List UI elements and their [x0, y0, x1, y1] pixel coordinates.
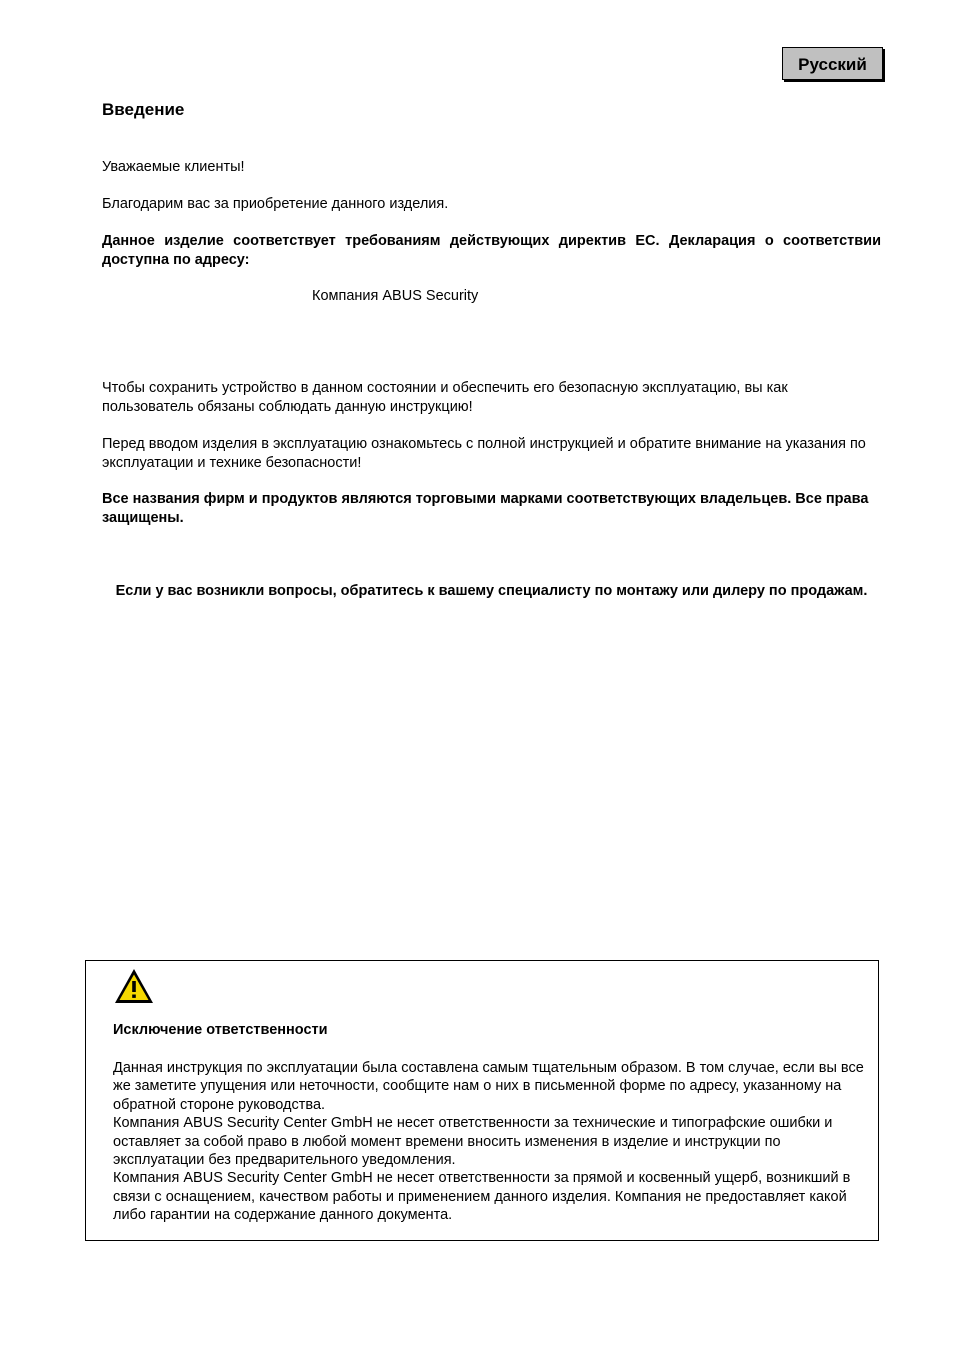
- disclaimer-paragraph: Компания ABUS Security Center GmbH не несет ответственности за технические и типографские ошибки и оставляет за собой право в любой момент времени вносить изменения в изделие и инструкции по эксплуатации без предварительного уведомления.: [113, 1115, 833, 1169]
- disclaimer-body: [113, 1059, 869, 1225]
- disclaimer-paragraph: Компания ABUS Security Center GmbH не несет ответственности за прямой и косвенный ущерб, возникший в связи с оснащением, качеством работы и применением данного изделия. Компания не предоставляет какой либо гарантии на содержание данного документа.: [113, 1170, 851, 1224]
- preserve-text: Чтобы сохранить устройство в данном состоянии и обеспечить его безопасную эксплуатацию, вы как пользователь обязаны соблюдать данную инструкцию!: [102, 380, 788, 415]
- conformity-text: Данное изделие соответствует требованиям действующих директив ЕС. Декларация о соответствии доступна по адресу:: [102, 233, 881, 268]
- read-manual-text: Перед вводом изделия в эксплуатацию ознакомьтесь с полной инструкцией и обратите внимание на указания по эксплуатации и технике безопасности!: [102, 436, 866, 471]
- thanks-text: Благодарим вас за приобретение данного изделия.: [102, 196, 449, 212]
- greeting-text: Уважаемые клиенты!: [102, 159, 245, 175]
- company-name: Компания ABUS Security: [312, 288, 479, 304]
- page-title: Введение: [102, 100, 185, 119]
- warning-icon: [112, 966, 156, 1006]
- trademarks-text: Все названия фирм и продуктов являются торговыми марками соответствующих владельцев. Все права защищены.: [102, 491, 869, 526]
- questions-text: Если у вас возникли вопросы, обратитесь к вашему специалисту по монтажу или дилеру по продажам.: [115, 583, 868, 599]
- disclaimer-title: Исключение ответственности: [113, 1022, 328, 1038]
- disclaimer-paragraph: Данная инструкция по эксплуатации была составлена самым тщательным образом. В том случае, если вы все же заметите упущения или неточности, сообщите нам о них в письменной форме по адресу, указанному на обратной стороне руководства.: [113, 1060, 864, 1113]
- language-badge: Русский: [782, 47, 883, 80]
